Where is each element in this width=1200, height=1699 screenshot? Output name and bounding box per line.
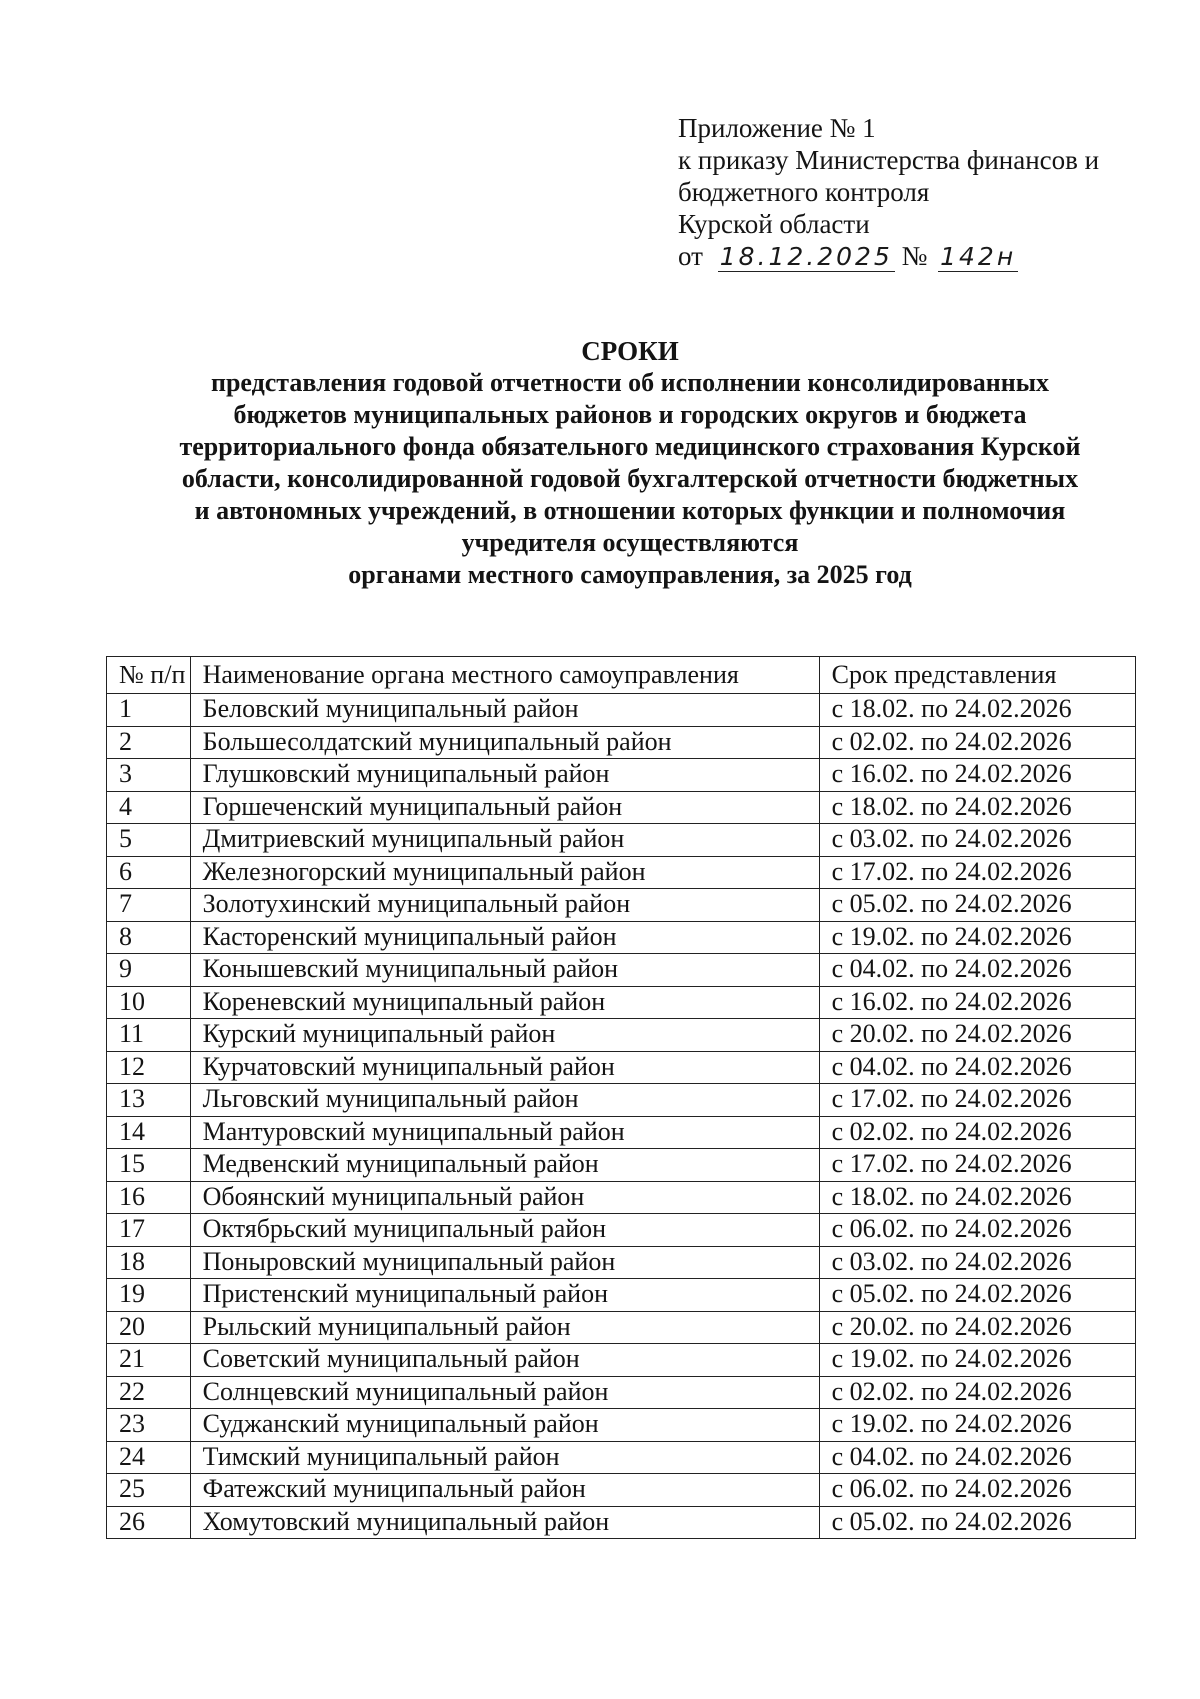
row-number: 25	[107, 1474, 191, 1507]
table-row	[107, 1246, 1136, 1279]
row-number: 23	[107, 1409, 191, 1442]
row-number: 9	[107, 954, 191, 987]
table-row	[107, 726, 1136, 759]
row-authority-name: Советский муниципальный район	[190, 1344, 819, 1377]
row-authority-name: Рыльский муниципальный район	[190, 1311, 819, 1344]
row-number: 18	[107, 1246, 191, 1279]
row-authority-name: Глушковский муниципальный район	[190, 759, 819, 792]
row-deadline: с 04.02. по 24.02.2026	[819, 1051, 1135, 1084]
row-number: 22	[107, 1376, 191, 1409]
row-deadline: с 03.02. по 24.02.2026	[819, 824, 1135, 857]
order-number-handwritten: 142н	[940, 242, 1017, 271]
row-deadline: с 19.02. по 24.02.2026	[819, 1409, 1135, 1442]
row-authority-name: Конышевский муниципальный район	[190, 954, 819, 987]
table-row	[107, 1279, 1136, 1312]
header-deadline: Срок представления	[819, 657, 1135, 694]
appendix-region: Курской области	[678, 209, 870, 239]
row-deadline: с 04.02. по 24.02.2026	[819, 954, 1135, 987]
table-row	[107, 1311, 1136, 1344]
order-date-handwritten: 18.12.2025	[719, 242, 893, 271]
row-number: 24	[107, 1441, 191, 1474]
row-authority-name: Курский муниципальный район	[190, 1019, 819, 1052]
table-row	[107, 856, 1136, 889]
document-title	[110, 335, 1150, 591]
table-row	[107, 921, 1136, 954]
row-deadline: с 02.02. по 24.02.2026	[819, 726, 1135, 759]
table-row	[107, 1116, 1136, 1149]
row-authority-name: Мантуровский муниципальный район	[190, 1116, 819, 1149]
row-authority-name: Курчатовский муниципальный район	[190, 1051, 819, 1084]
row-deadline: с 17.02. по 24.02.2026	[819, 1084, 1135, 1117]
row-authority-name: Поныровский муниципальный район	[190, 1246, 819, 1279]
row-authority-name: Льговский муниципальный район	[190, 1084, 819, 1117]
row-deadline: с 02.02. по 24.02.2026	[819, 1116, 1135, 1149]
row-number: 2	[107, 726, 191, 759]
deadlines-table	[106, 656, 1136, 1539]
table-row	[107, 1084, 1136, 1117]
table-row	[107, 694, 1136, 727]
appendix-title: Приложение № 1	[678, 113, 876, 143]
row-number: 12	[107, 1051, 191, 1084]
title-line-5: и автономных учреждений, в отношении которых функции и полномочия	[194, 496, 1066, 525]
table-row	[107, 1344, 1136, 1377]
table-header-row	[107, 657, 1136, 694]
appendix-order-ref-cont: бюджетного контроля	[678, 177, 930, 207]
title-line-2: бюджетов муниципальных районов и городских округов и бюджета	[233, 400, 1027, 429]
table-row	[107, 1214, 1136, 1247]
title-line-4: области, консолидированной годовой бухгалтерской отчетности бюджетных	[181, 464, 1079, 493]
row-deadline: с 20.02. по 24.02.2026	[819, 1311, 1135, 1344]
table-row	[107, 1051, 1136, 1084]
row-authority-name: Хомутовский муниципальный район	[190, 1506, 819, 1539]
table-body	[107, 694, 1136, 1539]
row-number: 20	[107, 1311, 191, 1344]
row-number: 19	[107, 1279, 191, 1312]
table-row	[107, 986, 1136, 1019]
table-row	[107, 1409, 1136, 1442]
row-number: 11	[107, 1019, 191, 1052]
row-deadline: с 06.02. по 24.02.2026	[819, 1474, 1135, 1507]
table-row	[107, 824, 1136, 857]
row-authority-name: Дмитриевский муниципальный район	[190, 824, 819, 857]
row-authority-name: Золотухинский муниципальный район	[190, 889, 819, 922]
header-number: № п/п	[107, 657, 191, 694]
title-line-1: представления годовой отчетности об исполнении консолидированных	[210, 368, 1050, 397]
row-number: 13	[107, 1084, 191, 1117]
row-number: 15	[107, 1149, 191, 1182]
table-row	[107, 1506, 1136, 1539]
row-authority-name: Фатежский муниципальный район	[190, 1474, 819, 1507]
row-authority-name: Беловский муниципальный район	[190, 694, 819, 727]
table-row	[107, 1181, 1136, 1214]
table-row	[107, 791, 1136, 824]
row-deadline: с 02.02. по 24.02.2026	[819, 1376, 1135, 1409]
row-deadline: с 05.02. по 24.02.2026	[819, 1279, 1135, 1312]
row-authority-name: Железногорский муниципальный район	[190, 856, 819, 889]
table-row	[107, 954, 1136, 987]
from-label: от	[678, 241, 703, 271]
appendix-date-line	[678, 240, 1148, 272]
row-authority-name: Обоянский муниципальный район	[190, 1181, 819, 1214]
row-number: 4	[107, 791, 191, 824]
title-heading: СРОКИ	[581, 336, 679, 366]
appendix-block	[678, 112, 1148, 272]
row-number: 1	[107, 694, 191, 727]
row-authority-name: Тимский муниципальный район	[190, 1441, 819, 1474]
row-number: 21	[107, 1344, 191, 1377]
appendix-order-ref: к приказу Министерства финансов и	[678, 145, 1100, 175]
row-authority-name: Медвенский муниципальный район	[190, 1149, 819, 1182]
row-authority-name: Кореневский муниципальный район	[190, 986, 819, 1019]
table-row	[107, 1376, 1136, 1409]
row-deadline: с 05.02. по 24.02.2026	[819, 1506, 1135, 1539]
row-deadline: с 17.02. по 24.02.2026	[819, 1149, 1135, 1182]
row-deadline: с 18.02. по 24.02.2026	[819, 694, 1135, 727]
row-number: 17	[107, 1214, 191, 1247]
row-authority-name: Солнцевский муниципальный район	[190, 1376, 819, 1409]
row-authority-name: Касторенский муниципальный район	[190, 921, 819, 954]
row-deadline: с 18.02. по 24.02.2026	[819, 791, 1135, 824]
row-authority-name: Пристенский муниципальный район	[190, 1279, 819, 1312]
row-authority-name: Большесолдатский муниципальный район	[190, 726, 819, 759]
table-row	[107, 1019, 1136, 1052]
row-number: 14	[107, 1116, 191, 1149]
header-authority: Наименование органа местного самоуправления	[190, 657, 819, 694]
row-number: 10	[107, 986, 191, 1019]
number-label: №	[901, 241, 928, 271]
row-deadline: с 05.02. по 24.02.2026	[819, 889, 1135, 922]
row-number: 7	[107, 889, 191, 922]
table-row	[107, 1474, 1136, 1507]
row-authority-name: Горшеченский муниципальный район	[190, 791, 819, 824]
row-deadline: с 20.02. по 24.02.2026	[819, 1019, 1135, 1052]
row-deadline: с 17.02. по 24.02.2026	[819, 856, 1135, 889]
row-deadline: с 04.02. по 24.02.2026	[819, 1441, 1135, 1474]
title-line-6: учредителя осуществляются	[461, 528, 799, 557]
table-row	[107, 1441, 1136, 1474]
table-row	[107, 889, 1136, 922]
title-line-7: органами местного самоуправления, за 2025 год	[348, 560, 912, 589]
row-authority-name: Октябрьский муниципальный район	[190, 1214, 819, 1247]
row-number: 6	[107, 856, 191, 889]
row-number: 26	[107, 1506, 191, 1539]
row-number: 8	[107, 921, 191, 954]
row-deadline: с 03.02. по 24.02.2026	[819, 1246, 1135, 1279]
row-deadline: с 18.02. по 24.02.2026	[819, 1181, 1135, 1214]
table-row	[107, 759, 1136, 792]
row-deadline: с 19.02. по 24.02.2026	[819, 921, 1135, 954]
row-deadline: с 16.02. по 24.02.2026	[819, 986, 1135, 1019]
row-number: 3	[107, 759, 191, 792]
row-deadline: с 16.02. по 24.02.2026	[819, 759, 1135, 792]
row-deadline: с 06.02. по 24.02.2026	[819, 1214, 1135, 1247]
row-deadline: с 19.02. по 24.02.2026	[819, 1344, 1135, 1377]
row-number: 16	[107, 1181, 191, 1214]
title-line-3: территориального фонда обязательного медицинского страхования Курской	[179, 432, 1081, 461]
row-authority-name: Суджанский муниципальный район	[190, 1409, 819, 1442]
row-number: 5	[107, 824, 191, 857]
table-row	[107, 1149, 1136, 1182]
